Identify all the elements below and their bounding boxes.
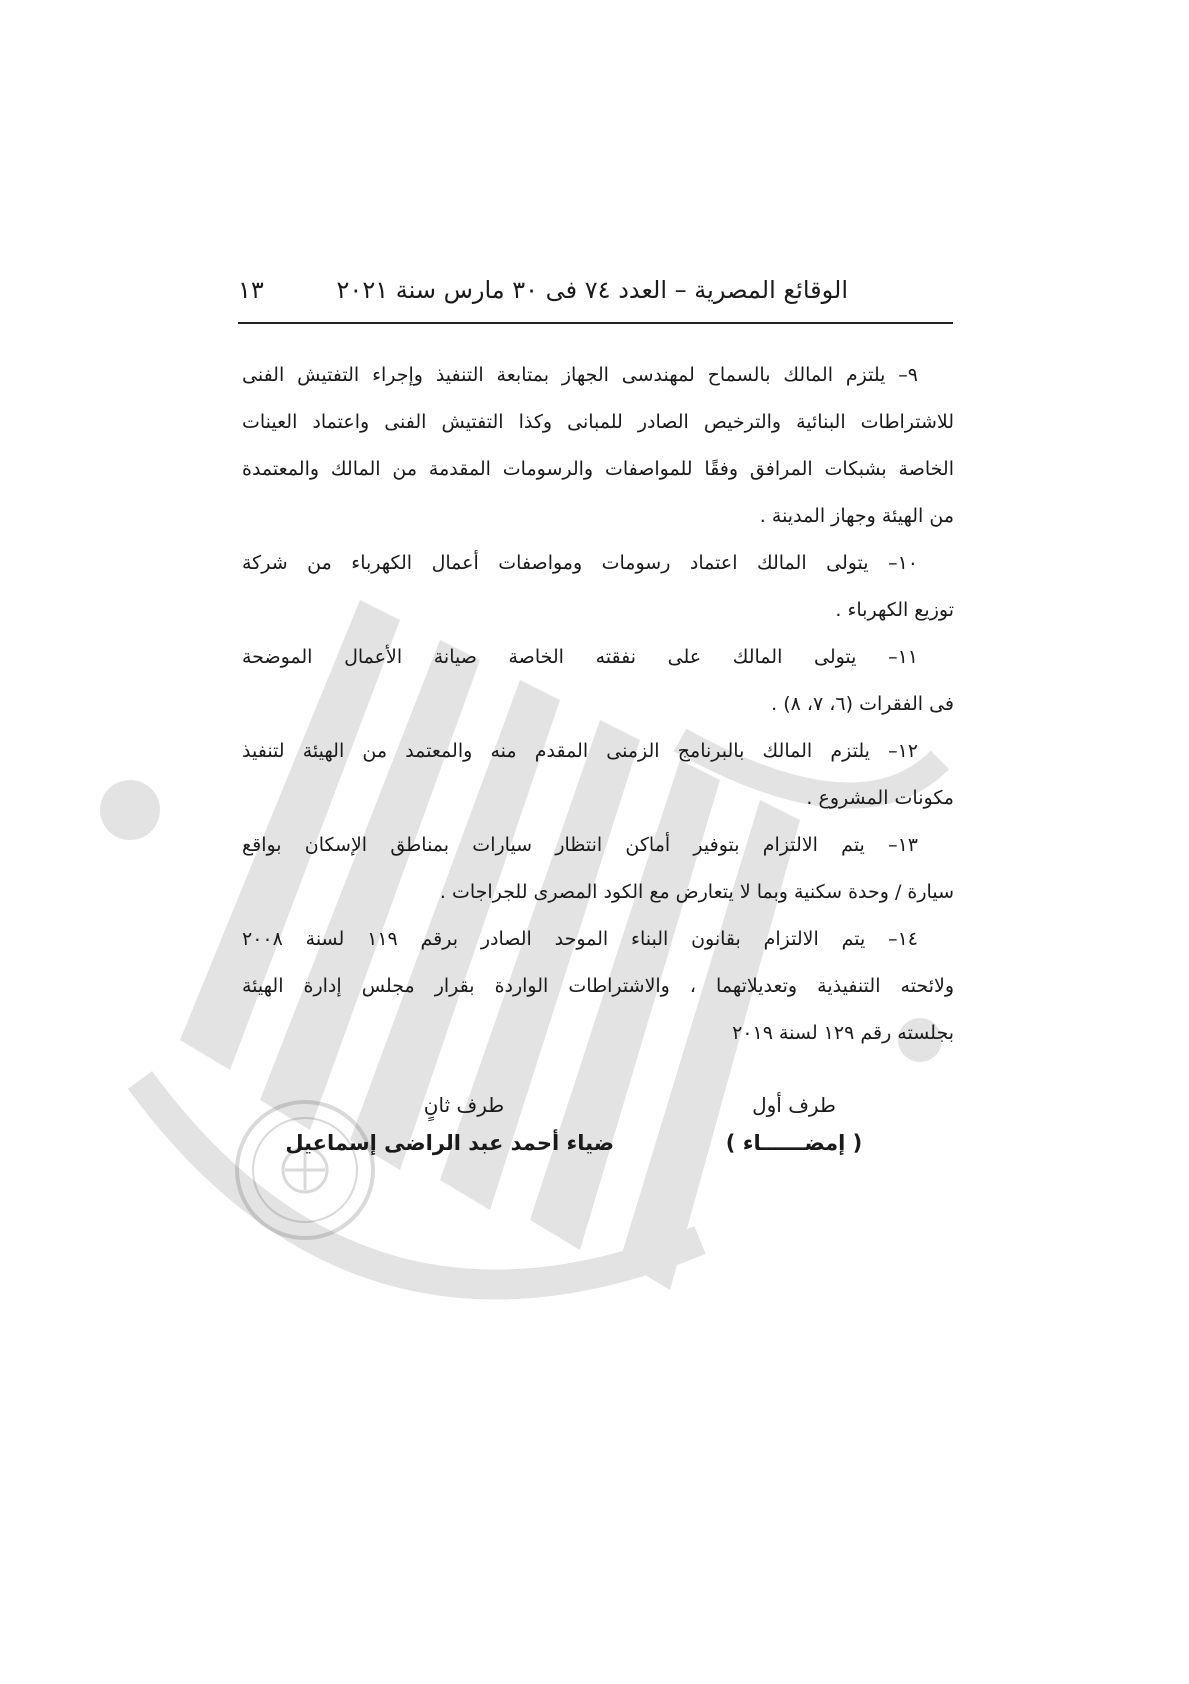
paragraph-line: ولائحته التنفيذية وتعديلاتهما ، والاشتراطات الواردة بقرار مجلس إدارة الهيئة	[242, 975, 954, 997]
page-header	[238, 272, 953, 322]
paragraph-line: ١٤– يتم الالتزام بقانون البناء الموحد الصادر برقم ١١٩ لسنة ٢٠٠٨	[242, 928, 918, 950]
second-party-label: طرف ثانٍ	[423, 1093, 505, 1117]
first-party-signature	[704, 1085, 884, 1161]
paragraph-line: للاشتراطات البنائية والترخيص الصادر للمبانى وكذا التفتيش الفنى واعتماد العينات	[242, 411, 954, 433]
signature-block	[242, 1085, 954, 1175]
paragraph-line: ١١– يتولى المالك على نفقته الخاصة صيانة الأعمال الموضحة	[242, 646, 918, 668]
document-body	[242, 352, 954, 1057]
second-party-name: ضياء أحمد عبد الراضى إسماعيل	[285, 1131, 614, 1155]
paragraph-line: بجلسته رقم ١٢٩ لسنة ٢٠١٩	[732, 1022, 954, 1044]
first-party-signature-value: ( إمضــــــاء )	[725, 1131, 863, 1155]
paragraph-line: سيارة / وحدة سكنية وبما لا يتعارض مع الكود المصرى للجراجات .	[439, 881, 954, 903]
first-party-label: طرف أول	[752, 1093, 836, 1117]
paragraph-line: من الهيئة وجهاز المدينة .	[759, 505, 954, 527]
paragraph-line: ١٣– يتم الالتزام بتوفير أماكن انتظار سيارات بمناطق الإسكان بواقع	[242, 834, 918, 856]
paragraph-line: ٩– يلتزم المالك بالسماح لمهندسى الجهاز بمتابعة التنفيذ وإجراء التفتيش الفنى	[242, 364, 918, 386]
paragraph-line: توزيع الكهرباء .	[835, 599, 954, 621]
paragraph-line: ١٢– يلتزم المالك بالبرنامج الزمنى المقدم منه والمعتمد من الهيئة لتنفيذ	[242, 740, 918, 762]
paragraph-line: فى الفقرات (٦، ٧، ٨) .	[771, 693, 954, 715]
paragraph-line: ١٠– يتولى المالك اعتماد رسومات ومواصفات أعمال الكهرباء من شركة	[242, 552, 918, 574]
second-party-signature	[285, 1085, 614, 1161]
page-number: ١٣	[238, 276, 264, 304]
header-divider	[238, 322, 953, 324]
paragraph-line: مكونات المشروع .	[806, 787, 954, 809]
gazette-issue-title: الوقائع المصرية – العدد ٧٤ فى ٣٠ مارس سنة ٢٠٢١	[336, 276, 848, 304]
paragraph-line: الخاصة بشبكات المرافق وفقًا للمواصفات والرسومات المقدمة من المالك والمعتمدة	[242, 458, 954, 480]
